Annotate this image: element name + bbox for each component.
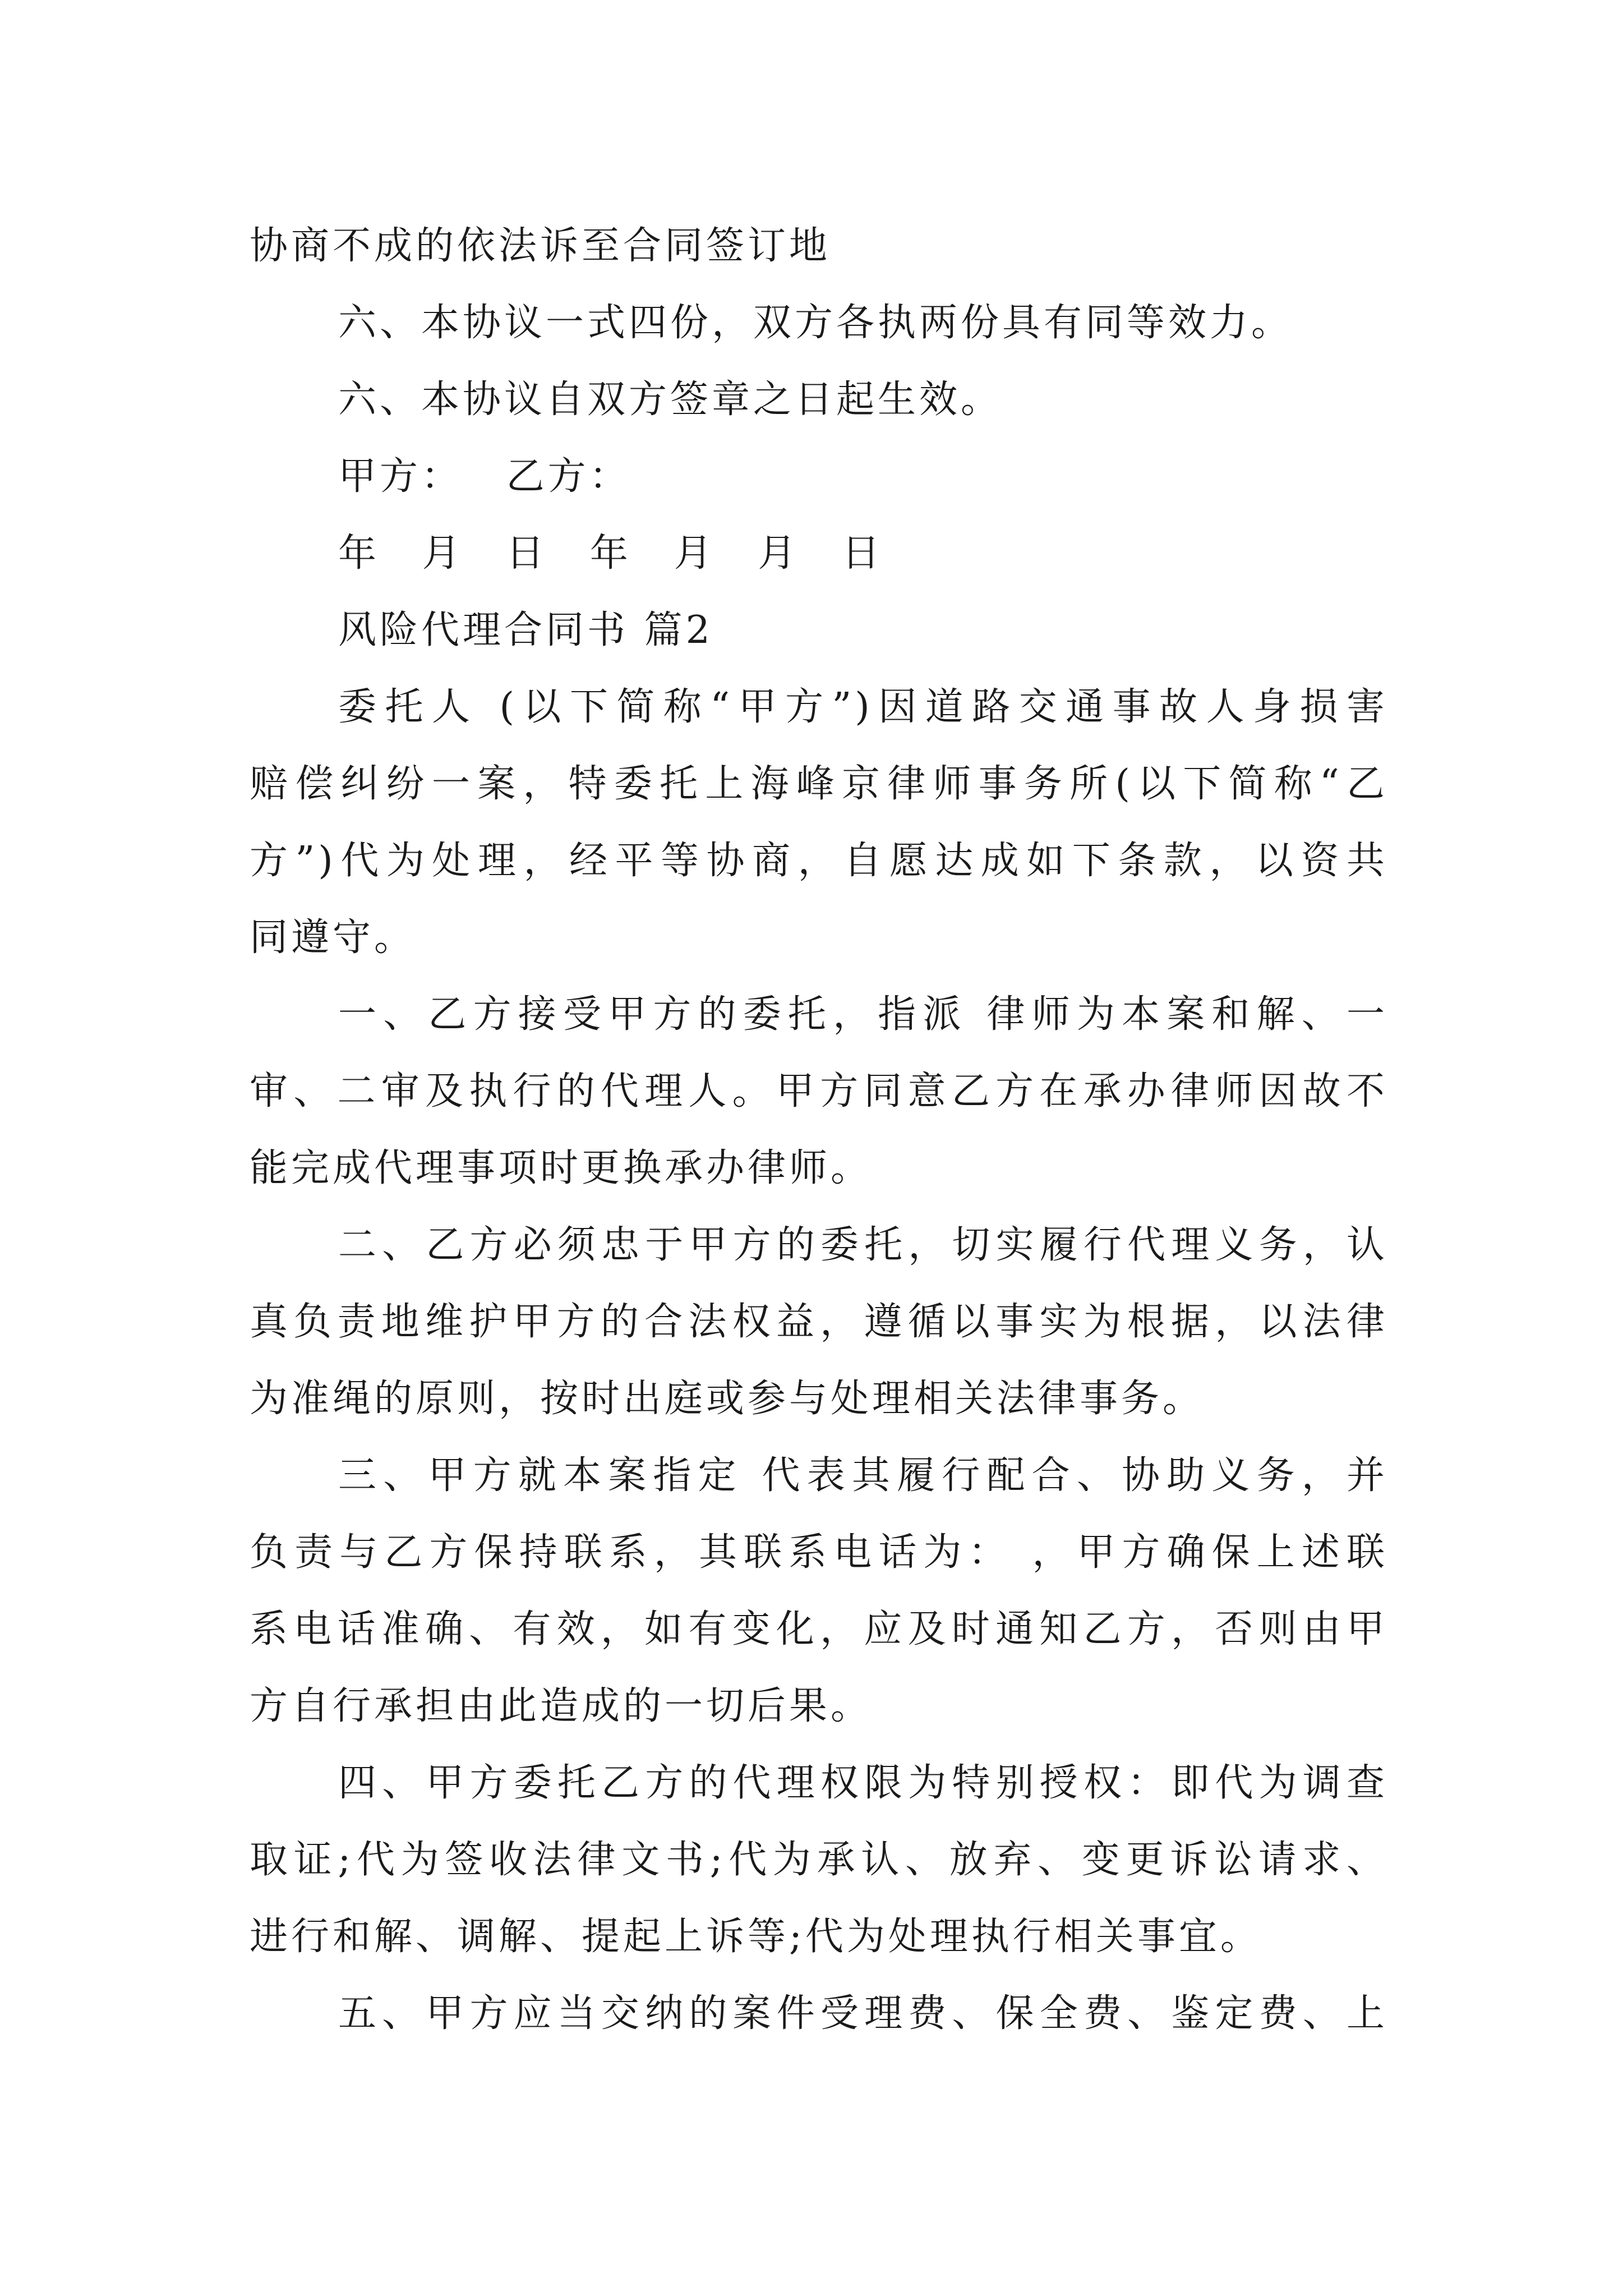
body-line: 三、甲方就本案指定 代表其履行配合、协助义务，并 — [338, 1453, 1388, 1498]
date-row — [250, 515, 1388, 592]
body-line: 五、甲方应当交纳的案件受理费、保全费、鉴定费、上 — [338, 1991, 1388, 2036]
body-line: 审、二审及执行的代理人。甲方同意乙方在承办律师因故不 — [250, 1069, 1388, 1114]
date-day-b: 日 — [841, 531, 883, 576]
section-title: 风险代理合同书 篇2 — [338, 608, 713, 652]
body-line: 一、乙方接受甲方的委托，指派 律师为本案和解、一 — [338, 992, 1388, 1037]
date-year-a: 年 — [338, 531, 380, 576]
date-year-b: 年 — [589, 531, 631, 576]
date-month-a: 月 — [422, 531, 464, 576]
party-a-label: 甲方： — [338, 454, 463, 499]
body-line: 委托人 (以下简称“甲方”)因道路交通事故人身损害 — [338, 685, 1388, 729]
date-month-b: 月 — [674, 531, 716, 576]
body-line: 同遵守。 — [250, 915, 416, 960]
body-line: 系电话准确、有效，如有变化，应及时通知乙方，否则由甲 — [250, 1607, 1388, 1651]
clause-six-copies: 六、本协议一式四份，双方各执两份具有同等效力。 — [338, 301, 1293, 345]
body-line: 进行和解、调解、提起上诉等;代为处理执行相关事宜。 — [250, 1915, 1262, 1959]
body-line: 四、甲方委托乙方的代理权限为特别授权：即代为调查 — [338, 1761, 1388, 1805]
party-b-label: 乙方： — [506, 454, 631, 499]
body-line: 赔偿纠纷一案，特委托上海峰京律师事务所(以下简称“乙 — [250, 762, 1388, 806]
body-line: 方自行承担由此造成的一切后果。 — [250, 1684, 873, 1728]
clause-six-effective: 六、本协议自双方签章之日起生效。 — [338, 378, 1003, 422]
body-line: 真负责地维护甲方的合法权益，遵循以事实为根据，以法律 — [250, 1300, 1388, 1344]
document-body — [250, 208, 1388, 2052]
body-line: 能完成代理事项时更换承办律师。 — [250, 1146, 873, 1190]
signature-row — [250, 438, 1388, 515]
body-line: 方”)代为处理，经平等协商，自愿达成如下条款，以资共 — [250, 839, 1388, 883]
body-line: 二、乙方必须忠于甲方的委托，切实履行代理义务，认 — [338, 1223, 1388, 1267]
body-line: 负责与乙方保持联系，其联系电话为： ，甲方确保上述联 — [250, 1530, 1388, 1575]
date-day-a: 日 — [506, 531, 548, 576]
text-line: 协商不成的依法诉至合同签订地 — [250, 224, 831, 268]
date-month-c: 月 — [758, 531, 800, 576]
body-line: 取证;代为签收法律文书;代为承认、放弃、变更诉讼请求、 — [250, 1838, 1388, 1882]
body-line: 为准绳的原则，按时出庭或参与处理相关法律事务。 — [250, 1377, 1205, 1421]
